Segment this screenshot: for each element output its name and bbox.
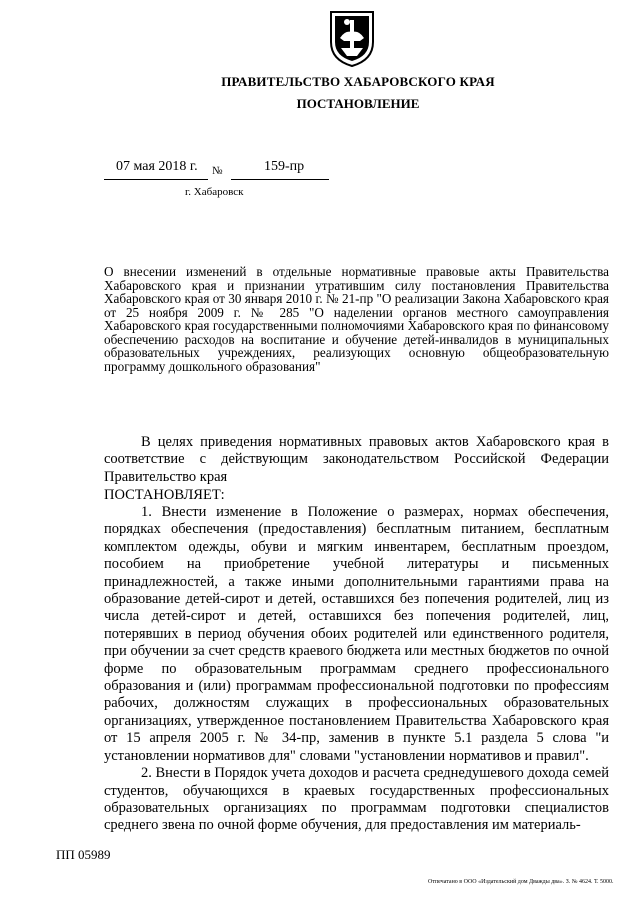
number-sign: № [212,165,223,177]
decree-word: ПОСТАНОВЛЯЕТ: [104,487,225,503]
coat-of-arms-icon [327,8,377,68]
org-title: ПРАВИТЕЛЬСТВО ХАБАРОВСКОГО КРАЯ [221,74,495,89]
document-code: ПП 05989 [56,847,111,862]
date-number-line [104,157,329,183]
preamble: В целях приведения нормативных правовых актов Хабаровского края в соответствие с действующим законодательством Российской Федерации Правительство края [104,434,609,485]
document-subject: О внесении изменений в отдельные нормативные правовые акты Правительства Хабаровского края и признании утратившим силу постановления Правительства Хабаровского края от 30 января 2010 г. № 21-пр "О реализации Закона Хабаровского края от 25 ноября 2009 г. № 285 "О наделении органов местного самоуправления Хабаровского края государственными полномочиями Хабаровского края по финансовому обеспечению расходов на воспитание и обучение детей-инвалидов в муниципальных образовательных учреждениях, реализующих основную общеобразовательную программу дошкольного образования" [104,264,609,374]
date-underline [104,179,208,180]
city: г. Хабаровск [185,186,244,198]
number-underline [231,179,329,180]
document-body [104,504,609,835]
paragraph-1: 1. Внести изменение в Положение о размерах, нормах обеспечения, порядках обеспечения (предоставления) бесплатным питанием, бесплатным комплектом одежды, обуви и мягким инвентарем, бесплатным проездом, пособием на приобретение учебной литературы и письменных принадлежностей, а также иными дополнительными гарантиями права на образование детей-сирот и детей, оставшихся без попечения родителей, лиц из числа детей-сирот и детей, оставшихся без попечения родителей, лиц, потерявших в период обучения обоих родителей или единственного родителя, при обучении за счет средств краевого бюджета или местных бюджетов по очной форме по образовательным программам среднего профессионального образования и (или) программам профессиональной подготовки по профессиям рабочих, должностям служащих в профессиональных образовательных организациях, утвержденное постановлением Правительства Хабаровского края от 15 апреля 2005 г. № 34-пр, заменив в пункте 5.1 раздела 5 слова "и установлении нормативов для" словами "установлении нормативов и правил". [104,504,609,764]
printer-note: Отпечатано в ООО «Издательский дом Дважды два». З. № 4624. Т. 5000. [428,879,614,885]
document-date: 07 мая 2018 г. [116,159,198,174]
paragraph-2: 2. Внести в Порядок учета доходов и расчета среднедушевого дохода семей студентов, обучающихся в краевых государственных профессиональных образовательных организациях по программам подготовки специалистов среднего звена по очной форме обучения, для предоставления им материаль- [104,765,609,834]
document-number: 159-пр [264,159,305,174]
doc-type-title: ПОСТАНОВЛЕНИЕ [296,96,420,111]
